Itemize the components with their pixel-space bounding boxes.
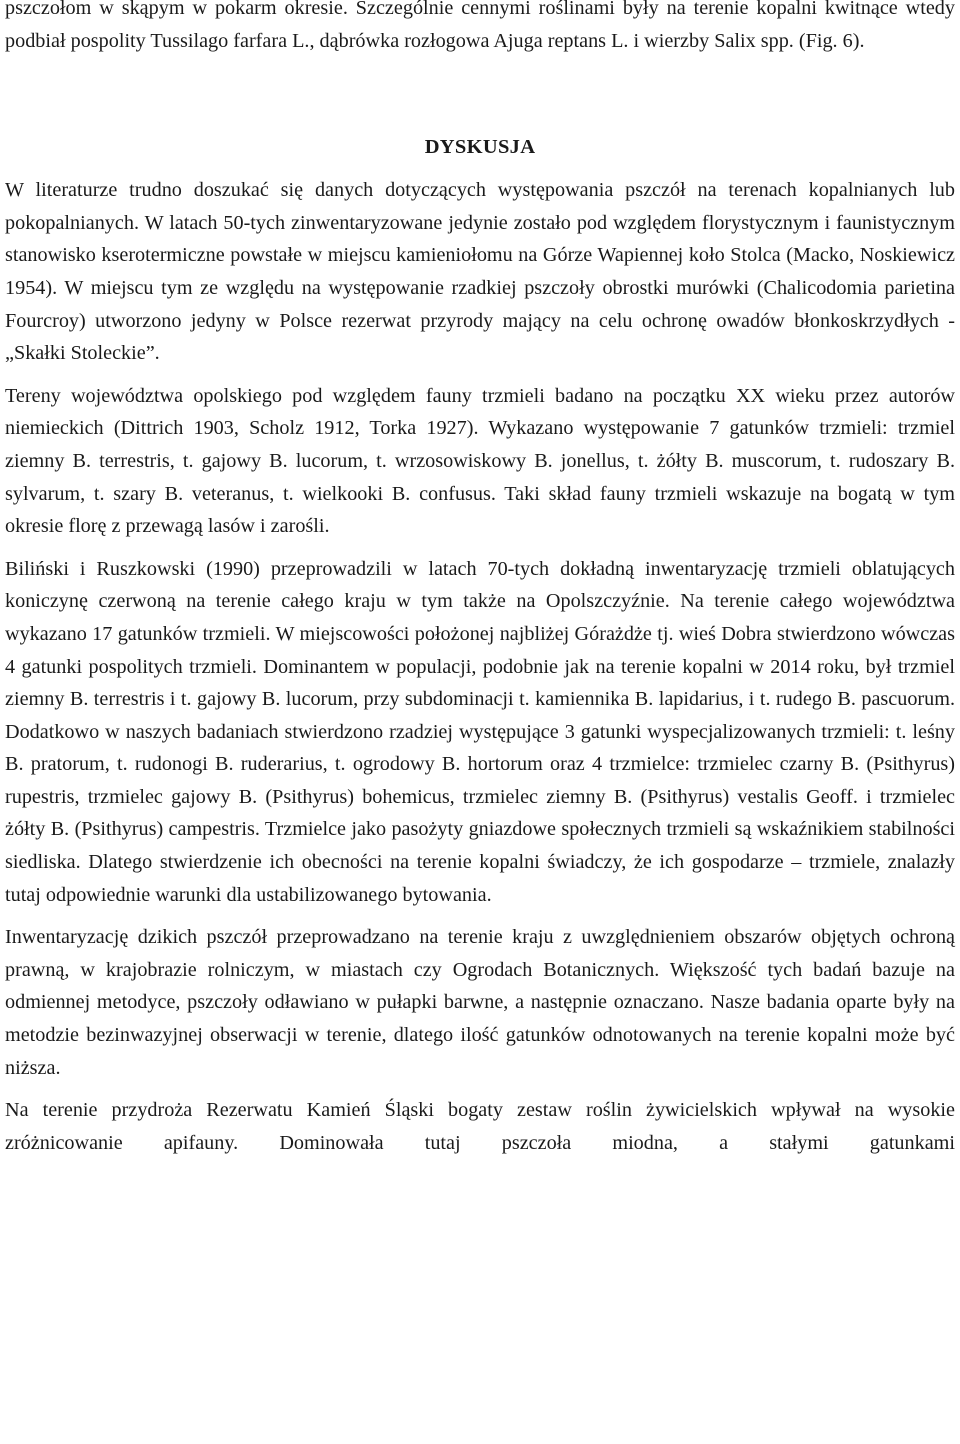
paragraph-opole-bumblebees: Tereny województwa opolskiego pod względem fauny trzmieli badano na początku XX wieku przez autorów niemieckich (Dittrich 1903, Scholz 1912, Torka 1927). Wykazano występowanie 7 gatunków trzmieli: trzmiel ziemny B. terrestris, t. gajowy B. lucorum, t. wrzosowiskowy B. jonellus, t. żółty B. muscorum, t. rudoszary B. sylvarum, t. szary B. veteranus, t. wielkooki B. confusus. Taki skład fauny trzmieli wskazuje na bogatą w tym okresie florę z przewagą lasów i zarośli. xyxy=(5,384,955,538)
paragraph-kamien-slaski: Na terenie przydroża Rezerwatu Kamień Śląski bogaty zestaw roślin żywicielskich wpływał na wysokie zróżnicowanie apifauny. Dominowała tutaj pszczoła miodna, a stałymi gatunkami xyxy=(5,1099,955,1154)
section-heading: DYSKUSJA xyxy=(424,136,536,159)
paragraph-bilinski-ruszkowski: Biliński i Ruszkowski (1990) przeprowadzili w latach 70-tych dokładną inwentaryzację trzmieli oblatujących koniczynę czerwoną na terenie całego kraju w tym także na Opolszczyźnie. Na terenie całego województwa wykazano 17 gatunków trzmieli. W miejscowości położonej najbliżej Górażdże tj. wieś Dobra stwierdzono wówczas 4 gatunki pospolitych trzmieli. Dominantem w populacji, podobnie jak na terenie kopalni w 2014 roku, był trzmiel ziemny B. terrestris i t. gajowy B. lucorum, przy subdominacji t. kamiennika B. lapidarius, i t. rudego B. pascuorum. Dodatkowo w naszych badaniach stwierdzono rzadziej występujące 3 gatunki wyspecjalizowanych trzmieli: t. leśny B. pratorum, t. rudonogi B. ruderarius, t. ogrodowy B. hortorum oraz 4 trzmielce: trzmielec czarny B. (Psithyrus) rupestris, trzmielec gajowy B. (Psithyrus) bohemicus, trzmielec ziemny B. (Psithyrus) vestalis Geoff. i trzmielec żółty B. (Psithyrus) campestris. Trzmielce jako pasożyty gniazdowe społecznych trzmieli są wskaźnikiem stabilności siedliska. Dlatego stwierdzenie ich obecności na terenie kopalni świadczy, że ich gospodarze – trzmiele, znalazły tutaj odpowiednie warunki dla ustabilizowanego bytowania. xyxy=(5,557,955,906)
intro-paragraph: pszczołom w skąpym w pokarm okresie. Szczególnie cennymi roślinami były na terenie kopalni kwitnące wtedy podbiał pospolity Tussilago farfara L., dąbrówka rozłogowa Ajuga reptans L. i wierzby Salix spp. (Fig. 6). xyxy=(5,0,955,52)
paragraph-wild-bee-inventory: Inwentaryzację dzikich pszczół przeprowadzano na terenie kraju z uwzględnieniem obszarów objętych ochroną prawną, w krajobrazie rolniczym, w miastach czy Ogrodach Botanicznych. Większość tych badań bazuje na odmiennej metodyce, pszczoły odławiano w pułapki barwne, a następnie oznaczano. Nasze badania oparte były na metodzie bezinwazyjnej obserwacji w terenie, dlatego ilość gatunków odnotowanych na terenie kopalni może być niższa. xyxy=(5,926,955,1079)
document-page xyxy=(5,0,955,1159)
paragraph-literature: W literaturze trudno doszukać się danych dotyczących występowania pszczół na terenach kopalnianych lub pokopalnianych. W latach 50-tych zinwentaryzowane jedynie zostało pod względem florystycznym i faunistycznym stanowisko kserotermiczne powstałe w miejscu kamieniołomu na Górze Wapiennej koło Stolca (Macko, Noskiewicz 1954). W miejscu tym ze względu na występowanie rzadkiej pszczoły obrostki murówki (Chalicodomia parietina Fourcroy) utworzono jedyny w Polsce rezerwat przyrody mający na celu ochronę owadów błonkoskrzydłych - „Skałki Stoleckie”. xyxy=(5,179,955,365)
